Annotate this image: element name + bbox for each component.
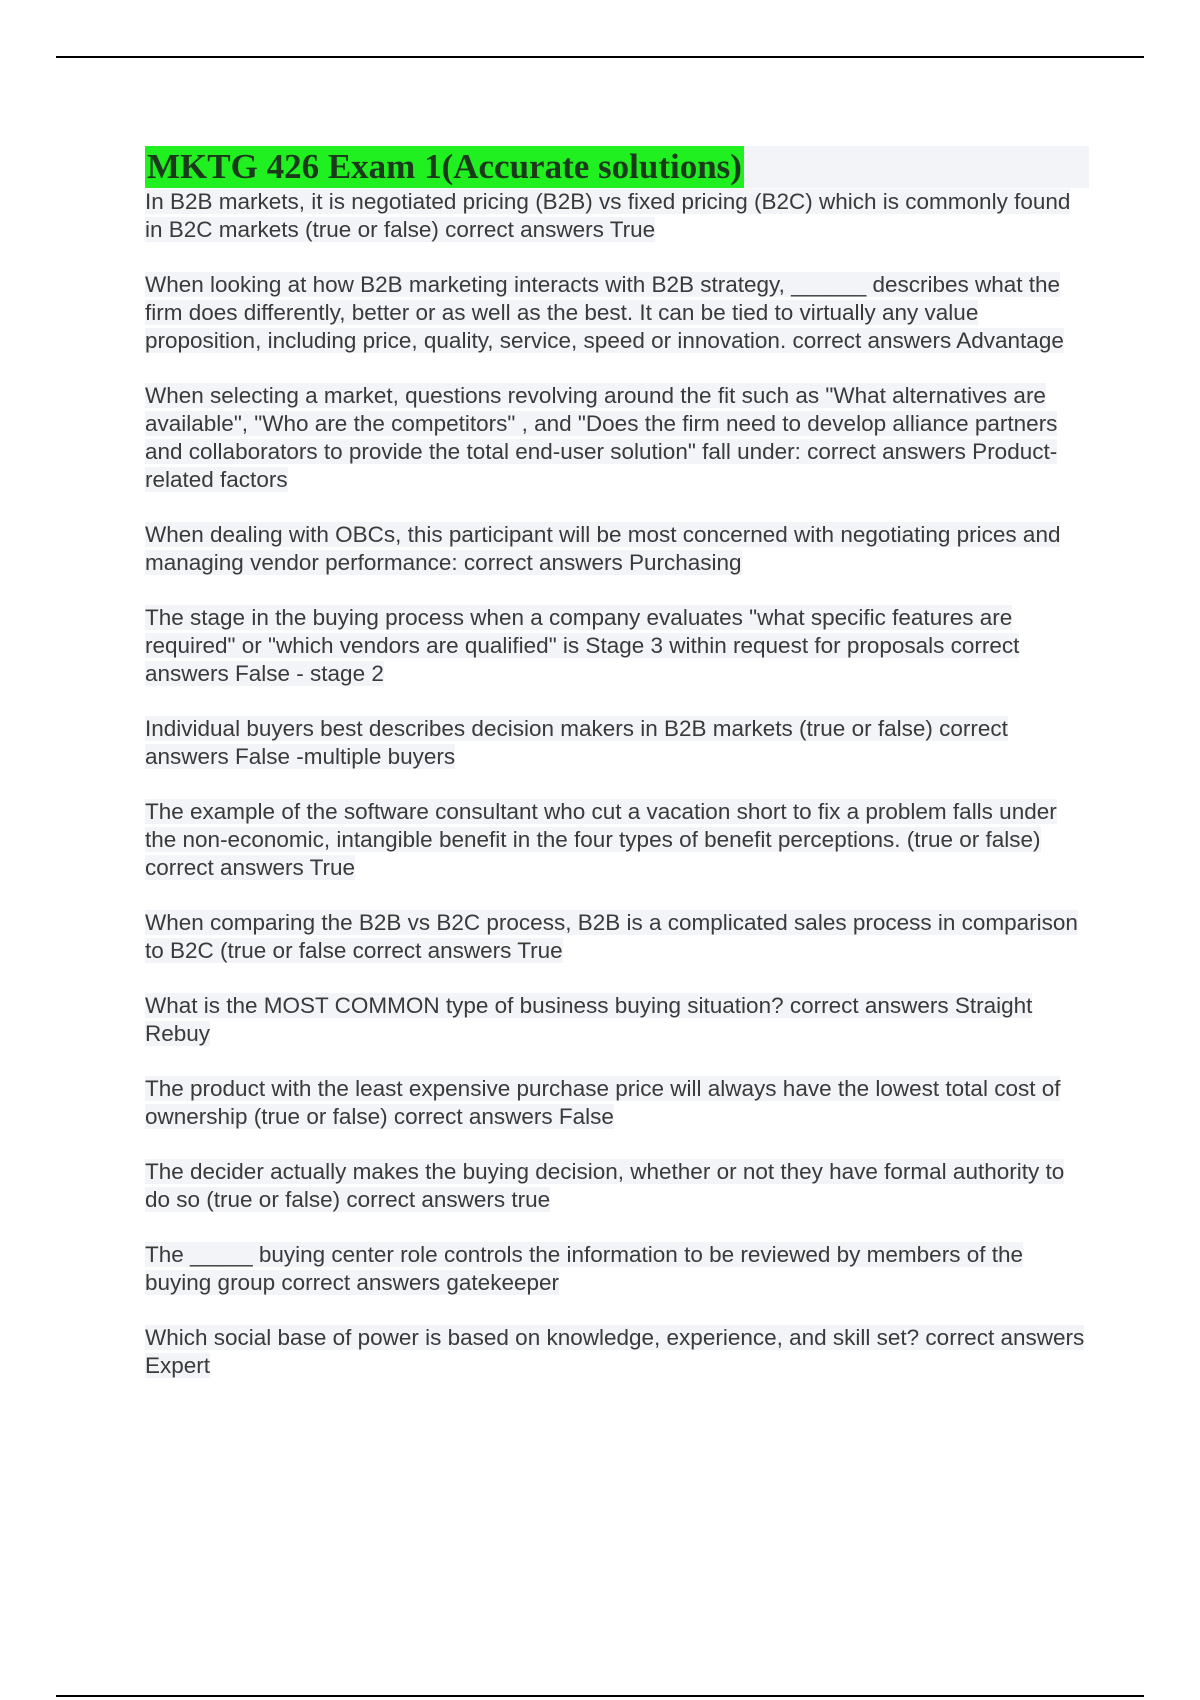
qa-item <box>145 909 1089 965</box>
document-title: MKTG 426 Exam 1(Accurate solutions) <box>147 147 742 186</box>
qa-item <box>145 1324 1089 1380</box>
qa-item <box>145 798 1089 882</box>
qa-text: The product with the least expensive purchase price will always have the lowest total cost of ownership (true or false) correct answers False <box>145 1076 1061 1129</box>
qa-text: When comparing the B2B vs B2C process, B2B is a complicated sales process in comparison to B2C (true or false correct answers True <box>145 910 1078 963</box>
title-row <box>145 146 1089 188</box>
top-rule <box>56 56 1144 58</box>
qa-item <box>145 271 1089 355</box>
qa-text: The stage in the buying process when a company evaluates "what specific features are required" or "which vendors are qualified" is Stage 3 within request for proposals correct answers False - stage 2 <box>145 605 1020 686</box>
qa-item <box>145 1158 1089 1214</box>
qa-item <box>145 188 1089 244</box>
qa-text: When looking at how B2B marketing interacts with B2B strategy, ______ describes what the firm does differently, better or as well as the best. It can be tied to virtually any value proposition, including price, quality, service, speed or innovation. correct answers Advantage <box>145 272 1064 353</box>
qa-text: In B2B markets, it is negotiated pricing (B2B) vs fixed pricing (B2C) which is commonly found in B2C markets (true or false) correct answers True <box>145 189 1071 242</box>
qa-text: When selecting a market, questions revolving around the fit such as "What alternatives are available", "Who are the competitors" , and "Does the firm need to develop alliance partners and collaborators to provide the total end-user solution" fall under: correct answers Product-related factors <box>145 383 1058 492</box>
qa-item <box>145 1075 1089 1131</box>
qa-list <box>145 188 1089 1380</box>
qa-text: When dealing with OBCs, this participant will be most concerned with negotiating prices and managing vendor performance: correct answers Purchasing <box>145 522 1061 575</box>
qa-text: The decider actually makes the buying decision, whether or not they have formal authority to do so (true or false) correct answers true <box>145 1159 1065 1212</box>
qa-item <box>145 992 1089 1048</box>
qa-item <box>145 1241 1089 1297</box>
qa-item <box>145 521 1089 577</box>
document-body <box>145 146 1089 1407</box>
qa-text: The example of the software consultant who cut a vacation short to fix a problem falls under the non-economic, intangible benefit in the four types of benefit perceptions. (true or false) correct answers True <box>145 799 1057 880</box>
bottom-rule <box>56 1695 1144 1697</box>
qa-item <box>145 382 1089 494</box>
qa-text: Which social base of power is based on knowledge, experience, and skill set? correct answers Expert <box>145 1325 1085 1378</box>
qa-text: What is the MOST COMMON type of business buying situation? correct answers Straight Rebuy <box>145 993 1033 1046</box>
qa-text: The _____ buying center role controls the information to be reviewed by members of the buying group correct answers gatekeeper <box>145 1242 1023 1295</box>
qa-item <box>145 715 1089 771</box>
qa-item <box>145 604 1089 688</box>
qa-text: Individual buyers best describes decision makers in B2B markets (true or false) correct answers False -multiple buyers <box>145 716 1008 769</box>
